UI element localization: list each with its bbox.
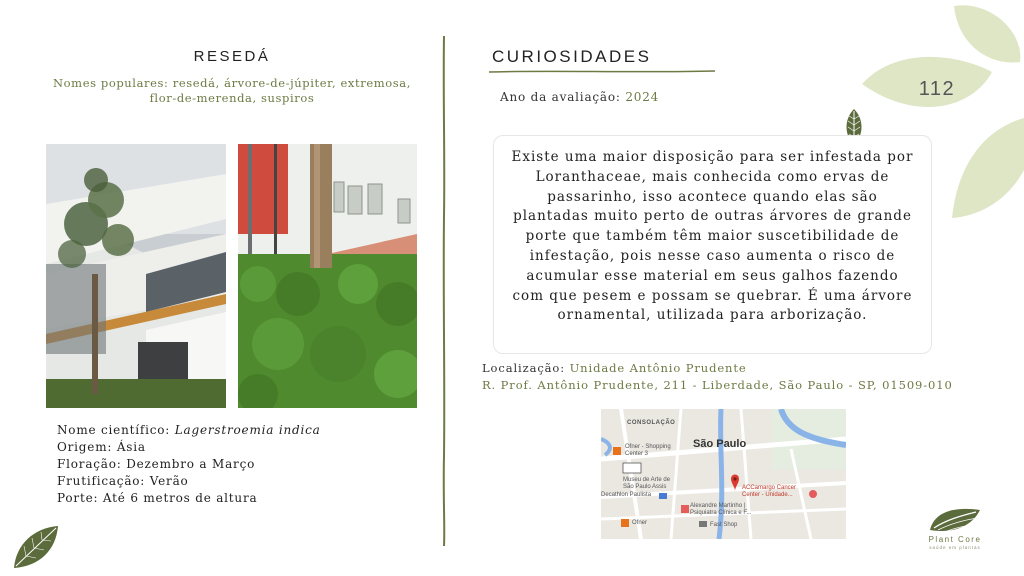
map-poi-clinic-line-1: Alexandre Martinho |	[690, 503, 746, 509]
map-poi-museum-line-1: Museu de Arte de	[623, 477, 671, 483]
origin: Origem: Ásia	[57, 440, 146, 454]
map-poi-hospital-line-1: ACCamargo Cancer	[742, 485, 797, 491]
popular-names	[30, 76, 434, 106]
title-underline	[489, 68, 715, 76]
map-poi-fastshop: Fast Shop	[710, 522, 738, 528]
map-poi-shopping-line-2: Center 3	[625, 451, 649, 457]
fruiting: Frutificação: Verão	[57, 474, 189, 488]
map-city-label: São Paulo	[693, 438, 747, 450]
map-poi-clinic	[690, 503, 751, 517]
address: R. Prof. Antônio Prudente, 211 - Liberdade, São Paulo - SP, 01509-010	[482, 378, 953, 392]
map-poi-shopping-line-1: Ofner - Shopping	[625, 444, 671, 450]
curiosity-box	[493, 135, 932, 354]
section-title: CURIOSIDADES	[492, 47, 652, 66]
map-poi-hospital	[742, 485, 796, 499]
location	[482, 360, 953, 394]
brand-name: Plant Core	[928, 535, 982, 544]
curiosity-text: Existe uma maior disposição para ser infestada por Loranthaceae, mais conhecida como ervas de passarinho, isso acontece quando elas são plantadas muito perto de outras árvores de grande porte que também têm maior suscetibilidade de infestação, pois nesse caso aumenta o risco de acumular esse material em seus galhos fazendo com que pesem e possam se quebrar. É uma árvore ornamental, utilizada para arborização.	[511, 149, 914, 324]
map-poi-hospital-line-2: Center - Unidade...	[742, 492, 793, 498]
leaf-icon-bottom	[10, 522, 62, 572]
location-label: Localização:	[482, 361, 566, 375]
map-poi-decathlon: Decathlon Paulista	[601, 492, 652, 498]
location-value: Unidade Antônio Prudente	[569, 361, 747, 375]
map-poi-shopping	[625, 444, 671, 458]
evaluation-year	[500, 90, 659, 104]
flowering: Floração: Dezembro a Março	[57, 457, 256, 471]
scientific-name: Lagerstroemia indica	[174, 423, 321, 437]
scientific-name-row	[57, 422, 321, 439]
map-poi-museum	[623, 477, 670, 491]
map-poi-ofner: Ofner	[632, 520, 648, 526]
scientific-name-label: Nome científico:	[57, 423, 171, 437]
plant-title: RESEDÁ	[193, 48, 271, 65]
location-map[interactable]	[601, 409, 846, 539]
tree-photo-building	[46, 144, 226, 408]
tree-photo-groundcover	[238, 144, 417, 408]
divider	[440, 36, 448, 546]
year-value: 2024	[625, 90, 660, 104]
year-label: Ano da avaliação:	[500, 90, 621, 104]
map-district-label: CONSOLAÇÃO	[627, 420, 676, 426]
map-poi-museum-line-2: São Paulo Assis	[623, 484, 667, 490]
map-poi-clinic-line-2: Psiquiatra Clínica e F...	[690, 510, 752, 516]
brand-tagline: saúde em plantas	[929, 545, 981, 550]
page-number: 112	[918, 78, 956, 100]
plant-info	[57, 422, 321, 507]
popular-names-line-2: flor-de-merenda, suspiros	[149, 91, 315, 105]
size: Porte: Até 6 metros de altura	[57, 491, 258, 505]
popular-names-line-1: Nomes populares: resedá, árvore-de-júpiter, extremosa,	[53, 76, 411, 90]
